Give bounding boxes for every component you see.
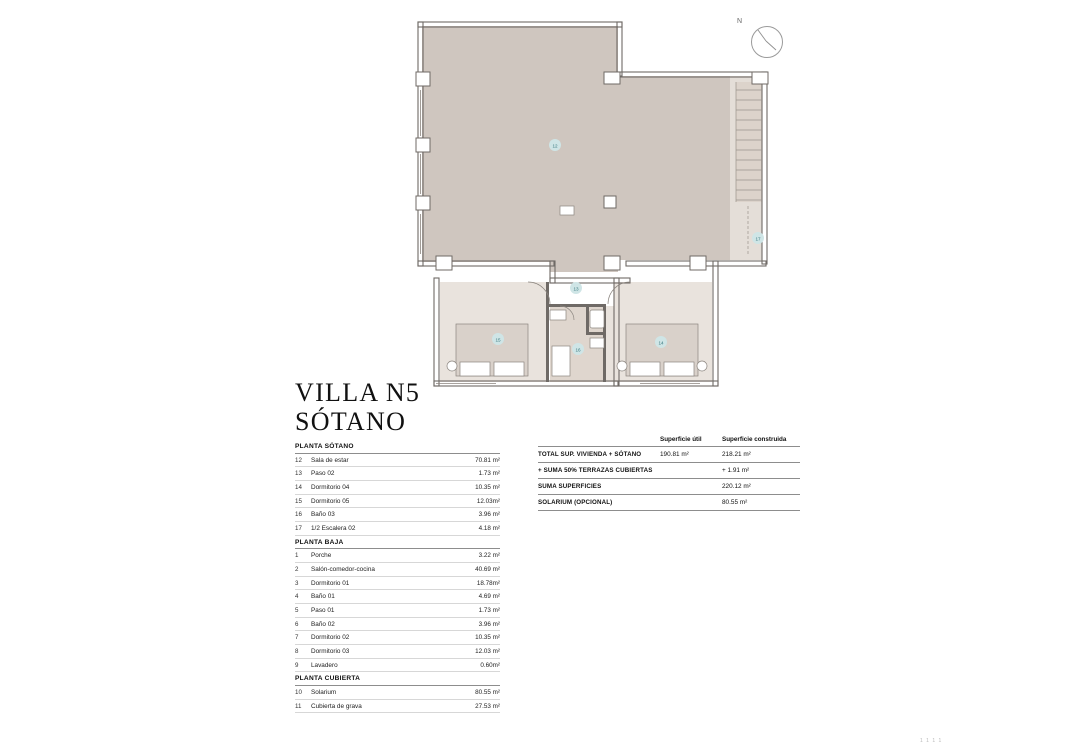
title-villa: VILLA N5: [295, 378, 421, 407]
room-area: 3.96 m²: [478, 511, 500, 519]
page-footer-marks: 1 1 1 1: [920, 738, 943, 744]
svg-text:12: 12: [552, 143, 558, 149]
room-name: Baño 01: [311, 593, 335, 601]
room-name: 1/2 Escalera 02: [311, 525, 356, 533]
summary-column-headers: [538, 436, 800, 446]
room-name: Dormitorio 03: [311, 648, 350, 656]
room-number: 2: [295, 565, 299, 573]
room-area: 12.03 m²: [475, 648, 500, 656]
room-name: Dormitorio 01: [311, 579, 350, 587]
room-area: 0.60m²: [480, 661, 500, 669]
room-number: 5: [295, 606, 299, 614]
page-title: [295, 378, 595, 436]
room-number: 6: [295, 620, 299, 628]
summary-value-construida: 220.12 m²: [722, 483, 751, 490]
room-number: 1: [295, 552, 299, 560]
room-area: 18.78m²: [476, 579, 500, 587]
room-name: Dormitorio 02: [311, 634, 350, 642]
room-name: Baño 02: [311, 620, 335, 628]
room-name: Paso 02: [311, 470, 335, 478]
summary-label: SUMA SUPERFICIES: [538, 483, 602, 490]
room-name: Sala de estar: [311, 456, 349, 464]
room-area: 3.22 m²: [478, 552, 500, 560]
schedule-section-heading: PLANTA SÓTANO: [295, 440, 500, 454]
room-name: Cubierta de grava: [311, 702, 362, 710]
summary-label: + SUMA 50% TERRAZAS CUBIERTAS: [538, 467, 653, 474]
table-row: [295, 495, 500, 509]
svg-text:13: 13: [573, 286, 579, 292]
room-name: Paso 01: [311, 606, 335, 614]
svg-text:17: 17: [755, 236, 761, 242]
table-row: [295, 631, 500, 645]
room-number: 10: [295, 688, 302, 696]
room-area: 80.55 m²: [475, 688, 500, 696]
table-row: [295, 577, 500, 591]
room-name: Solarium: [311, 688, 337, 696]
table-row: [295, 522, 500, 536]
floorplan-svg: [400, 10, 820, 395]
table-row: [295, 659, 500, 673]
summary-value-util: 190.81 m²: [660, 451, 689, 458]
room-fill-sala-de-estar: [422, 26, 730, 272]
table-row: [295, 481, 500, 495]
room-area: 27.53 m²: [475, 702, 500, 710]
room-area: 40.69 m²: [475, 565, 500, 573]
room-number: 12: [295, 456, 302, 464]
compass-north-label: N: [737, 18, 743, 25]
table-row: [295, 454, 500, 468]
table-row: [295, 604, 500, 618]
table-row: [295, 686, 500, 700]
room-area: 1.73 m²: [478, 470, 500, 478]
room-number: 13: [295, 470, 302, 478]
room-number: 14: [295, 483, 302, 491]
room-number: 3: [295, 579, 299, 587]
room-number: 15: [295, 497, 302, 505]
room-area: 10.35 m²: [475, 634, 500, 642]
svg-text:16: 16: [575, 347, 581, 353]
table-row: [295, 618, 500, 632]
room-name: Salón-comedor-cocina: [311, 565, 375, 573]
room-schedule-table: [295, 440, 500, 713]
room-area: 10.35 m²: [475, 483, 500, 491]
room-number: 9: [295, 661, 299, 669]
summary-value-construida: 218.21 m²: [722, 451, 751, 458]
floorplan-drawing: [400, 10, 820, 395]
schedule-section-heading: PLANTA CUBIERTA: [295, 672, 500, 686]
room-number: 4: [295, 593, 299, 601]
table-row: [295, 549, 500, 563]
summary-label: SOLARIUM (OPCIONAL): [538, 499, 613, 506]
table-row: [295, 563, 500, 577]
table-row: [295, 467, 500, 481]
room-name: Dormitorio 05: [311, 497, 350, 505]
room-area: 1.73 m²: [478, 606, 500, 614]
room-number: 17: [295, 525, 302, 533]
room-area: 12.03m²: [476, 497, 500, 505]
svg-text:14: 14: [658, 340, 664, 346]
compass-rose: [735, 18, 791, 66]
room-number: 7: [295, 634, 299, 642]
summary-label: TOTAL SUP. VIVIENDA + SÓTANO: [538, 451, 642, 458]
table-row: [295, 645, 500, 659]
room-name: Lavadero: [311, 661, 338, 669]
room-number: 11: [295, 702, 302, 710]
compass-needle-icon: [735, 18, 791, 66]
table-row: [538, 494, 800, 511]
table-row: [295, 590, 500, 604]
room-name: Porche: [311, 552, 332, 560]
table-row: [295, 700, 500, 714]
column-header-superficie-construida: Superficie construida: [722, 436, 787, 443]
room-number: 16: [295, 511, 302, 519]
summary-value-construida: + 1.91 m²: [722, 467, 750, 474]
room-area: 4.18 m²: [478, 525, 500, 533]
column-header-superficie-util: Superficie útil: [660, 436, 702, 443]
surface-summary-table: [538, 436, 800, 511]
svg-text:15: 15: [495, 337, 501, 343]
title-floor: SÓTANO: [295, 407, 407, 437]
table-row: [538, 478, 800, 494]
room-name: Dormitorio 04: [311, 483, 350, 491]
room-number: 8: [295, 648, 299, 656]
table-row: [538, 446, 800, 462]
room-name: Baño 03: [311, 511, 335, 519]
table-row: [295, 508, 500, 522]
schedule-section-heading: PLANTA BAJA: [295, 536, 500, 550]
room-area: 4.69 m²: [478, 593, 500, 601]
room-area: 3.96 m²: [478, 620, 500, 628]
room-area: 70.81 m²: [475, 456, 500, 464]
summary-value-construida: 80.55 m²: [722, 499, 748, 506]
table-row: [538, 462, 800, 478]
